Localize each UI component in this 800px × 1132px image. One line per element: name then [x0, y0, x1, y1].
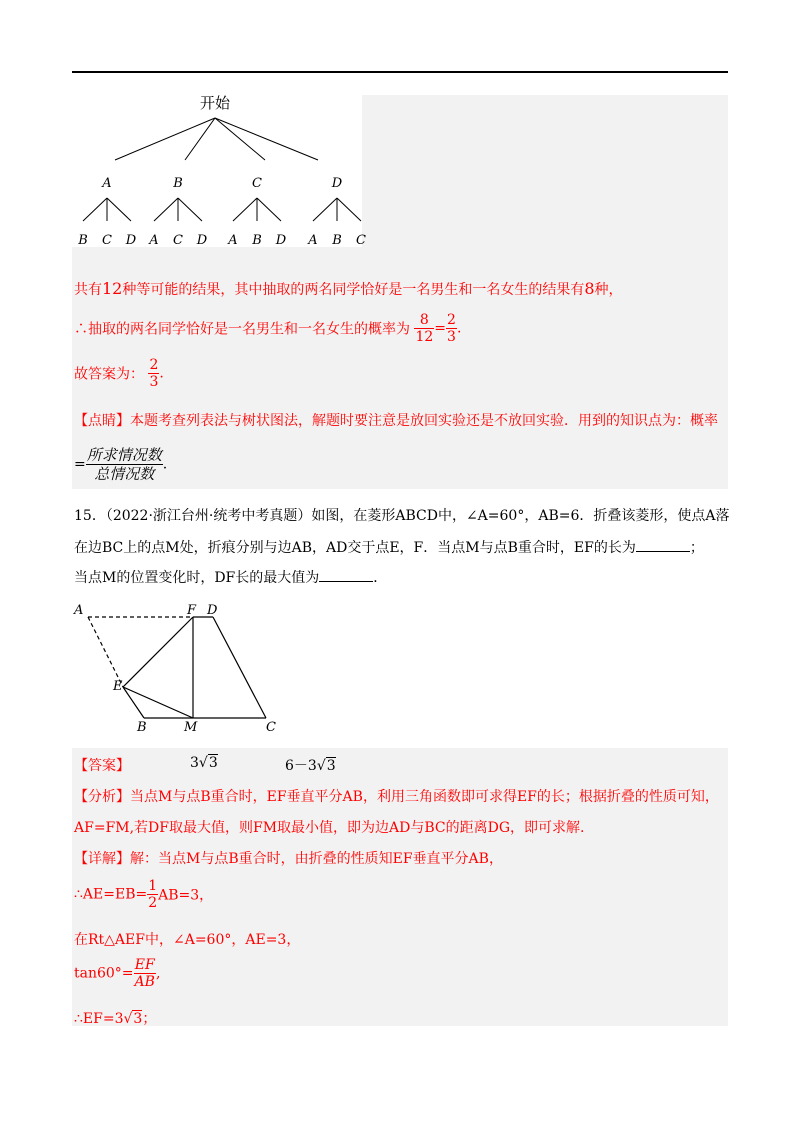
tree-branch — [337, 198, 361, 221]
solution-number-8: 8 — [584, 279, 595, 298]
detail-text-4-post: , — [155, 965, 161, 982]
answer-label: 【答案】 — [74, 758, 130, 774]
tree-leaf-D: D — [275, 233, 287, 248]
tree-leaf-D: D — [196, 233, 208, 248]
problem-text-1: 如图，在菱形ABCD中，∠A=60°，AB=6．折叠该菱形，使点A落 — [311, 508, 730, 524]
problem-15-line-3 — [74, 567, 387, 587]
tree-branch — [154, 198, 178, 221]
detail-text-4-pre: tan60°= — [74, 965, 134, 982]
answer-line — [74, 755, 130, 775]
problem-text-2-end: ； — [689, 540, 704, 556]
detail-text-5-radicand: 3 — [133, 1011, 143, 1027]
problem-text-2: 在边BC上的点M处，折痕分别与边AB，AD交于点E，F．当点M与点B重合时，EF的长为 — [74, 540, 636, 556]
detail-line-2 — [74, 878, 213, 911]
detail-line-1 — [74, 848, 503, 868]
problem-source: （2022·浙江台州·统考中考真题） — [105, 508, 312, 524]
detail-text-1: 解：当点M与点B重合时，由折叠的性质知EF垂直平分AB， — [130, 851, 503, 867]
solution-background-top — [362, 95, 728, 247]
tree-leaf-A: A — [228, 233, 238, 248]
label-F: F — [187, 603, 197, 618]
answer-value-1: 3√3 — [190, 755, 218, 771]
fraction-numerator: 8 — [414, 312, 434, 329]
period: . — [162, 456, 168, 473]
detail-text-2-pre: ∴AE=EB= — [74, 886, 148, 903]
detail-line-3 — [74, 929, 300, 949]
tree-leaf-C: C — [173, 233, 183, 248]
fraction-denominator: 2 — [148, 895, 158, 911]
label-M: M — [184, 720, 198, 735]
formula-denominator: 总情况数 — [94, 465, 155, 483]
problem-15-line-1 — [74, 505, 730, 525]
answer-fraction — [148, 357, 159, 390]
tree-branch — [313, 198, 337, 221]
tree-node-D: D — [331, 176, 343, 191]
formula-numerator: 所求情况数 — [86, 446, 162, 464]
detail-label: 【详解】 — [74, 851, 130, 867]
tree-node-C: C — [252, 176, 262, 191]
tree-node-A: A — [102, 176, 112, 191]
fraction-denominator: 3 — [149, 374, 159, 390]
period: . — [159, 365, 164, 382]
answer-2-radicand: 3 — [326, 758, 336, 774]
solution-line-1 — [74, 279, 623, 299]
tree-diagram — [60, 88, 370, 253]
comment-text: 本题考查列表法与树状图法，解题时要注意是放回实验还是不放回实验．用到的知识点为：概率 — [130, 413, 718, 429]
solution-number-12: 12 — [102, 279, 123, 298]
detail-line-5: ∴EF=3√3； — [74, 1011, 157, 1027]
probability-text: ∴抽取的两名同学恰好是一名男生和一名女生的概率为 — [74, 321, 410, 338]
half-fraction — [147, 878, 158, 911]
probability-formula — [86, 446, 163, 483]
tree-root-label: 开始 — [199, 94, 231, 112]
fraction-2-3 — [446, 312, 457, 345]
label-B: B — [137, 720, 147, 735]
fraction-numerator: 2 — [149, 357, 159, 373]
tan-fraction — [134, 957, 156, 990]
header-rule — [72, 71, 728, 73]
tree-leaf-D: D — [125, 233, 137, 248]
tree-branch — [107, 198, 131, 221]
tree-branch — [233, 198, 257, 221]
analysis-text-2: AF=FM,若DF取最大值，则FM取最小值，即为边AD与BC的距离DG，即可求解. — [74, 820, 585, 836]
solution-line-2 — [74, 312, 461, 345]
fraction-numerator: 2 — [447, 312, 456, 328]
detail-text-2-post: AB=3， — [158, 887, 214, 904]
equals-sign: = — [434, 320, 447, 337]
tree-leaf-C: C — [102, 233, 112, 248]
solution-text-1b: 种等可能的结果，其中抽取的两名同学恰好是一名男生和一名女生的结果有 — [122, 282, 585, 298]
comment-label: 【点睛】 — [74, 413, 130, 429]
detail-text-5-pre: ∴EF=3 — [74, 1011, 124, 1027]
fraction-denominator: 12 — [415, 329, 434, 345]
answer-text: 故答案为： — [74, 366, 144, 383]
tree-leaf-A: A — [308, 233, 318, 248]
problem-text-3-end: ． — [373, 570, 388, 586]
comment-line — [74, 410, 718, 430]
tree-branch — [178, 198, 202, 221]
label-D: D — [207, 603, 218, 618]
fraction-8-12 — [414, 312, 434, 345]
answer-value-2: 6－3√3 — [285, 758, 336, 774]
detail-text-5-post: ； — [142, 1011, 157, 1027]
answer-blank-2 — [319, 567, 373, 582]
tree-leaf-B: B — [252, 233, 262, 248]
period: . — [456, 320, 462, 337]
equals-sign: = — [74, 456, 86, 473]
label-E: E — [113, 679, 123, 694]
tree-leaf-B: B — [332, 233, 342, 248]
tree-branch — [83, 198, 107, 221]
fraction-denominator: 3 — [447, 329, 456, 345]
fraction-numerator: 1 — [148, 878, 158, 894]
tree-leaf-C: C — [356, 233, 366, 248]
fraction-numerator: EF — [134, 957, 155, 973]
analysis-text-1: 当点M与点B重合时，EF垂直平分AB，利用三角函数即可求得EF的长；根据折叠的性质可知， — [130, 789, 719, 805]
solution-text-1c: 种， — [594, 282, 623, 298]
problem-number: 15． — [74, 508, 106, 524]
answer-1-radicand: 3 — [208, 755, 218, 771]
tree-branch — [257, 198, 281, 221]
solution-answer-line — [74, 357, 164, 390]
problem-text-3: 当点M的位置变化时，DF长的最大值为 — [74, 570, 320, 586]
detail-text-3: 在Rt△AEF中，∠A=60°，AE=3， — [74, 932, 301, 948]
analysis-label: 【分析】 — [74, 789, 130, 805]
label-A: A — [74, 603, 84, 618]
label-C: C — [266, 720, 276, 735]
tree-leaf-A: A — [149, 233, 159, 248]
tree-node-B: B — [173, 176, 183, 191]
rhombus-figure — [70, 598, 290, 738]
answer-blank-1 — [636, 537, 690, 552]
analysis-line-1 — [74, 786, 719, 806]
problem-15-line-2 — [74, 537, 704, 557]
fraction-denominator: AB — [134, 974, 155, 990]
answer-2-prefix: 6－3 — [285, 758, 317, 774]
solution-text-1a: 共有 — [74, 282, 102, 298]
tree-leaf-B: B — [78, 233, 88, 248]
detail-line-4 — [74, 957, 160, 990]
comment-formula — [74, 446, 167, 483]
analysis-line-2 — [74, 817, 585, 837]
answer-1-coefficient: 3 — [190, 755, 199, 771]
